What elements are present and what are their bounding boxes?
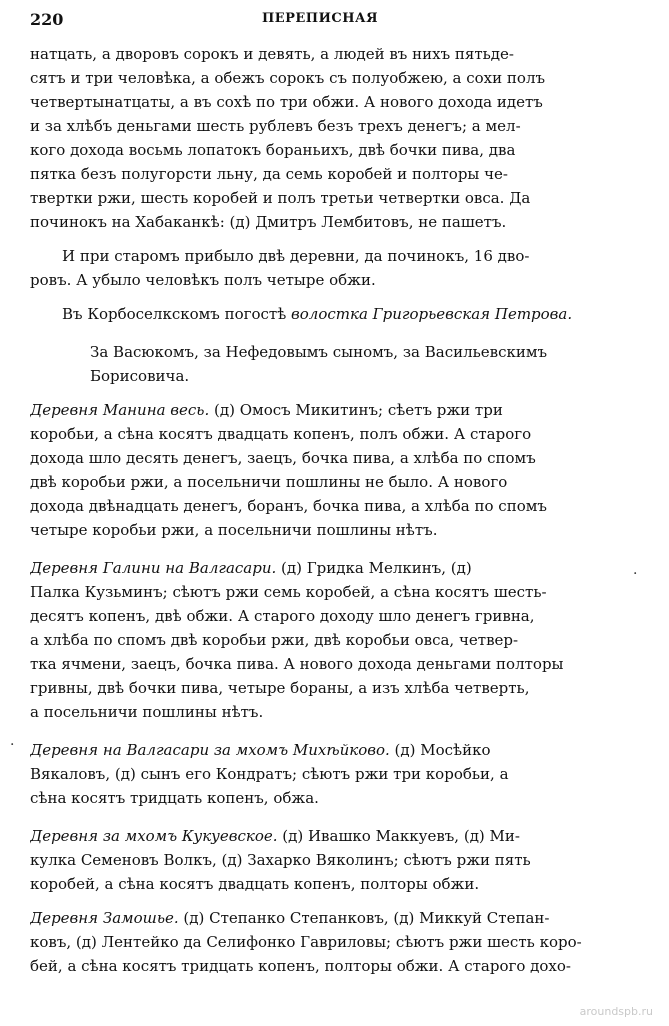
text-line: Палка Кузьминъ; сѣютъ ржи семь коробей, а сѣна косятъ шесть- — [30, 583, 547, 601]
entry-first-line: Деревня на Валгасари за мхомъ Михѣйково. (д) Мосѣйко — [30, 741, 491, 759]
text-line: тка ячмени, заецъ, бочка пива. А нового дохода деньгами полторы — [30, 655, 564, 673]
running-title: ПЕРЕПИСНАЯ — [261, 11, 379, 26]
text-line: ровъ. А убыло человѣкъ полъ четыре обжи. — [30, 271, 376, 289]
text-line: дохода шло десять денегъ, заецъ, бочка пива, а хлѣба по спомъ — [30, 449, 536, 467]
text-line: За Васюкомъ, за Нефедовымъ сыномъ, за Васильевскимъ — [90, 343, 548, 361]
text-line: пятка безъ полугорсти льну, да семь коробей и полторы че- — [30, 165, 509, 183]
section-heading-lead: Въ Корбоселкскомъ погостѣ — [62, 305, 292, 323]
text-line: починокъ на Хабаканкѣ: (д) Дмитръ Лембитовъ, не пашетъ. — [30, 213, 507, 231]
page-header — [30, 10, 610, 34]
text-line: натцать, а дворовъ сорокъ и девять, а людей въ нихъ пятьде- — [30, 45, 514, 63]
text-line: десятъ копенъ, двѣ обжи. А старого доходу шло денегъ гривна, — [30, 607, 535, 625]
village-name: Деревня Замошье. — [30, 909, 179, 927]
text-line: кого дохода восьмь лопатокъ бораньихъ, двѣ бочки пива, два — [30, 141, 516, 159]
village-name: Деревня на Валгасари за мхомъ Михѣйково. — [30, 741, 390, 759]
village-name: Деревня Манина весь. — [30, 401, 210, 419]
text-line: и за хлѣбъ деньгами шесть рублевъ безъ трехъ денегъ; а мел- — [30, 117, 521, 135]
text-line: четвертынатцаты, а въ сохѣ по три обжи. А нового дохода идетъ — [30, 93, 543, 111]
village-name: Деревня за мхомъ Кукуевское. — [30, 827, 278, 845]
village-name: Деревня Галини на Валгасари. — [30, 559, 277, 577]
text-line: ковъ, (д) Лентейко да Селифонко Гавриловы; сѣютъ ржи шесть коро- — [30, 933, 582, 951]
text-line: Борисовича. — [90, 367, 190, 385]
text-line: гривны, двѣ бочки пива, четыре бораны, а изъ хлѣба четверть, — [30, 679, 530, 697]
text-line: дохода двѣнадцать денегъ, боранъ, бочка пива, а хлѣба по спомъ — [30, 497, 547, 515]
text-line: сятъ и три человѣка, а обежъ сорокъ съ полуобжею, а сохи полъ — [30, 69, 546, 87]
text-line: а хлѣба по спомъ двѣ коробьи ржи, двѣ коробьи овса, четвер- — [30, 631, 519, 649]
text-line: коробьи, а сѣна косятъ двадцать копенъ, полъ обжи. А старого — [30, 425, 532, 443]
text-line: бей, а сѣна косятъ тридцать копенъ, полторы обжи. А старого дохо- — [30, 957, 571, 975]
section-heading — [30, 302, 610, 326]
margin-mark: · — [633, 566, 638, 582]
section-heading-italic: волостка Григорьевская Петрова. — [291, 305, 573, 323]
entry-first-line: Деревня Замошье. (д) Степанко Степанковъ, (д) Миккуй Степан- — [30, 909, 550, 927]
text-line: двѣ коробьи ржи, а посельничи пошлины не было. А нового — [30, 473, 508, 491]
text-line: четыре коробьи ржи, а посельничи пошлины нѣтъ. — [30, 521, 438, 539]
text-line: коробей, а сѣна косятъ двадцать копенъ, полторы обжи. — [30, 875, 480, 893]
text-line: Вякаловъ, (д) сынъ его Кондратъ; сѣютъ ржи три коробьи, а — [30, 765, 509, 783]
margin-mark: · — [10, 737, 15, 753]
entry-first-line: Деревня Галини на Валгасари. (д) Гридка Мелкинъ, (д) — [30, 559, 472, 577]
text-line: И при старомъ прибыло двѣ деревни, да починокъ, 16 дво- — [62, 247, 530, 265]
text-line: кулка Семеновъ Волкъ, (д) Захарко Вяколинъ; сѣютъ ржи пять — [30, 851, 531, 869]
entry-first-line: Деревня за мхомъ Кукуевское. (д) Ивашко Маккуевъ, (д) Ми- — [30, 827, 520, 845]
text-line: а посельничи пошлины нѣтъ. — [30, 703, 264, 721]
watermark: aroundspb.ru — [579, 1005, 653, 1018]
text-line: твертки ржи, шесть коробей и полъ третьи четвертки овса. Да — [30, 189, 531, 207]
body-text — [30, 42, 610, 978]
page-number: 220 — [30, 10, 64, 29]
entry-first-line: Деревня Манина весь. (д) Омосъ Микитинъ; сѣетъ ржи три — [30, 401, 503, 419]
text-line: сѣна косятъ тридцать копенъ, обжа. — [30, 789, 319, 807]
